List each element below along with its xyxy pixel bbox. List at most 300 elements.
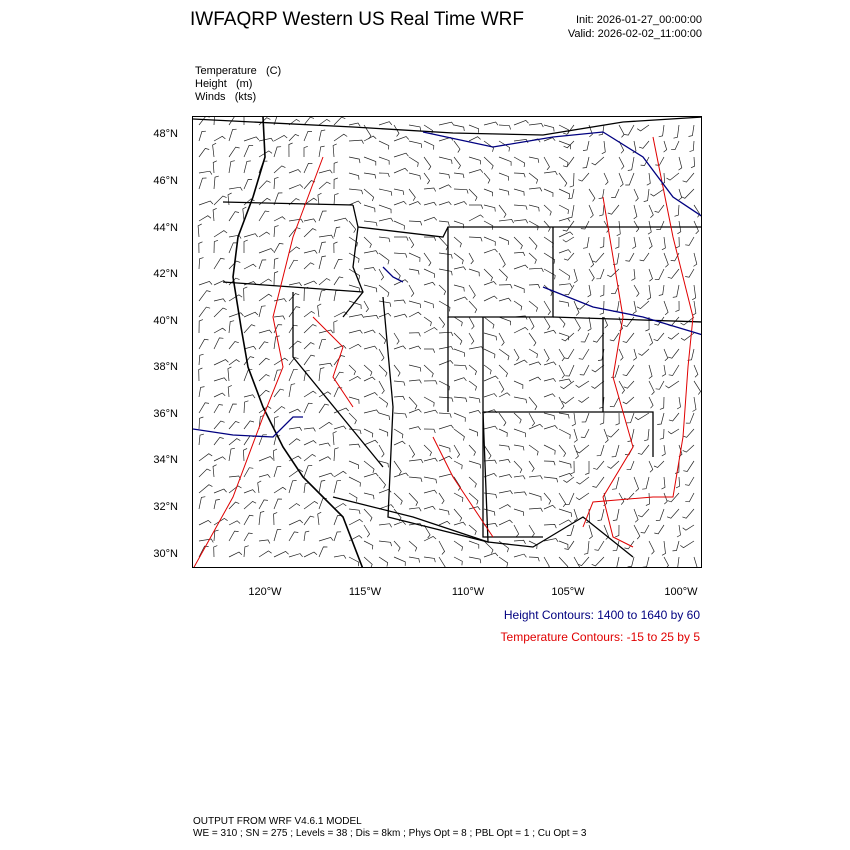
model-info — [193, 816, 586, 840]
wind-barb — [454, 349, 465, 357]
wind-barb — [454, 141, 460, 153]
wind-barb — [544, 379, 556, 382]
wind-barb — [469, 189, 477, 201]
border-wy — [448, 227, 553, 317]
wind-barb — [274, 299, 286, 302]
wind-barb — [659, 125, 664, 137]
wind-barbs — [198, 117, 700, 568]
wind-barb — [304, 483, 309, 493]
wind-barb — [289, 185, 303, 189]
wind-barb — [334, 504, 346, 510]
wind-barb — [439, 347, 453, 350]
wind-barb — [439, 361, 453, 365]
pacific-coast — [233, 117, 363, 568]
wind-barb — [499, 189, 509, 195]
wind-barb — [214, 546, 218, 557]
wind-barb — [319, 473, 334, 477]
wind-barb — [611, 189, 619, 198]
wind-barb — [259, 358, 270, 365]
wind-barb — [394, 221, 404, 230]
wind-barb — [214, 117, 218, 125]
wind-barb — [349, 376, 361, 381]
wind-barb — [424, 253, 431, 266]
wind-barb — [244, 346, 256, 349]
wind-barb — [607, 429, 619, 437]
wind-barb — [334, 290, 340, 301]
wind-barb — [439, 509, 449, 515]
wind-barb — [259, 260, 266, 269]
wind-barb — [244, 287, 248, 301]
wind-barb — [529, 188, 542, 192]
wind-barb — [439, 122, 454, 125]
wind-barb — [655, 157, 664, 165]
wind-barb — [454, 317, 462, 326]
wind-barb — [394, 541, 400, 551]
wind-barb — [439, 541, 445, 555]
wind-barb — [499, 393, 510, 397]
wind-barb — [409, 333, 420, 337]
wind-barb — [499, 475, 512, 478]
wind-barb — [274, 272, 278, 286]
wind-barb — [424, 157, 431, 170]
wind-barb — [676, 237, 680, 248]
wind-barb — [199, 520, 211, 525]
wind-barb — [319, 256, 326, 269]
wind-barb — [674, 125, 680, 138]
wind-barb — [454, 378, 466, 381]
wind-barb — [244, 533, 253, 541]
wind-barb — [544, 394, 555, 397]
wind-barb — [559, 173, 567, 187]
wind-barb — [514, 189, 524, 196]
wind-barb — [544, 221, 550, 232]
wind-barb — [199, 454, 212, 461]
wind-barb — [574, 317, 580, 331]
wind-barb — [439, 332, 453, 336]
wind-barb — [649, 333, 653, 346]
wind-barb — [469, 237, 482, 241]
wind-barb — [667, 173, 680, 180]
wind-barb — [364, 221, 377, 226]
wind-barb — [484, 122, 498, 125]
wind-barb — [349, 330, 362, 333]
wind-barb — [199, 216, 211, 221]
wind-barb — [454, 173, 464, 178]
wind-barb — [600, 413, 604, 424]
wind-barb — [565, 493, 574, 505]
wind-barb — [570, 173, 574, 187]
wind-barb — [499, 520, 513, 525]
wind-barb — [628, 557, 634, 567]
wind-barb — [319, 146, 325, 157]
wind-barb — [364, 268, 376, 272]
wind-barb — [334, 448, 339, 461]
wind-barb — [499, 317, 511, 325]
wind-barb — [424, 410, 438, 413]
wind-barb — [394, 522, 406, 525]
wind-barb — [514, 205, 527, 210]
wind-barb — [319, 363, 332, 366]
wind-barb — [334, 117, 345, 125]
wind-barb — [424, 173, 430, 184]
wind-barb — [424, 301, 433, 308]
wind-barb — [469, 215, 483, 221]
wind-barb — [214, 405, 223, 414]
wind-barb — [379, 157, 389, 165]
wind-barb — [364, 330, 375, 333]
wind-barb — [409, 541, 417, 551]
wind-barb — [304, 531, 309, 541]
wind-barb — [214, 338, 223, 349]
wind-barb — [529, 221, 538, 230]
wind-barb — [199, 497, 205, 509]
border-ca-nv — [293, 292, 383, 467]
height-contour — [383, 267, 403, 282]
model-config: WE = 310 ; SN = 275 ; Levels = 38 ; Dis = 8km ; Phys Opt = 8 ; PBL Opt = 1 ; Cu Opt = 3 — [193, 828, 587, 839]
wind-barb — [559, 250, 571, 253]
wind-barb — [439, 269, 452, 275]
wind-barb — [394, 333, 399, 344]
wind-barb — [623, 365, 634, 376]
wind-barb — [656, 509, 664, 520]
wind-barb — [614, 301, 620, 312]
wind-barb — [662, 541, 666, 555]
wind-barb — [616, 413, 620, 425]
border-co — [483, 317, 603, 412]
wind-barb — [364, 346, 377, 349]
wind-barb — [304, 131, 312, 141]
wind-barb — [259, 330, 272, 333]
wind-barb — [592, 157, 604, 165]
wind-barb — [244, 145, 253, 157]
wind-barb — [424, 317, 431, 326]
wind-barb — [214, 360, 228, 365]
map-canvas — [193, 117, 702, 568]
wind-barb — [199, 368, 203, 381]
wind-barb — [349, 123, 360, 126]
wind-barb — [304, 391, 316, 397]
wind-barb — [214, 196, 227, 205]
wind-barb — [214, 457, 226, 461]
wind-barb — [469, 317, 474, 329]
wind-barb — [424, 188, 436, 192]
wind-barb — [499, 205, 506, 218]
wind-barb — [199, 258, 204, 269]
wind-barb — [409, 237, 414, 248]
wind-barb — [379, 541, 392, 546]
wind-barb — [607, 269, 619, 277]
wind-barb — [499, 253, 505, 267]
wind-barb — [499, 491, 513, 494]
wind-barb — [364, 429, 373, 437]
wind-barb — [289, 219, 303, 223]
wind-barb — [559, 557, 568, 568]
wind-barb — [664, 301, 668, 315]
wind-barb — [334, 134, 347, 141]
wind-barb — [559, 365, 565, 378]
wind-barb — [424, 217, 437, 221]
wind-barb — [199, 117, 210, 125]
wind-barb — [244, 515, 253, 525]
wind-barb — [289, 307, 300, 317]
wind-barb — [244, 325, 255, 333]
wind-barb — [562, 397, 574, 403]
wind-barb — [439, 157, 452, 164]
wind-barb — [424, 269, 435, 278]
wind-barb — [642, 477, 649, 489]
wind-barb — [514, 220, 528, 224]
wind-barb — [559, 413, 569, 419]
wind-barb — [289, 143, 293, 157]
wind-barb — [439, 521, 450, 525]
wind-barb — [514, 461, 522, 473]
wind-barb — [274, 243, 283, 253]
wind-barb — [529, 285, 540, 289]
wind-barb — [424, 202, 436, 205]
wind-barb — [649, 269, 653, 281]
wind-barb — [304, 263, 314, 269]
wind-barb — [304, 311, 315, 317]
wind-barb — [683, 525, 694, 530]
wind-barb — [319, 130, 325, 141]
wind-barb — [319, 290, 325, 301]
wind-barb — [514, 120, 529, 125]
wind-barb — [394, 314, 407, 317]
wind-barb — [289, 504, 300, 510]
wind-barb — [529, 413, 535, 426]
wind-barb — [559, 397, 564, 409]
wind-barb — [469, 253, 473, 264]
wind-barb — [409, 557, 420, 563]
wind-barb — [319, 457, 331, 461]
wind-barb — [484, 394, 497, 397]
wind-barb — [612, 477, 619, 489]
wind-barb — [679, 157, 682, 170]
wind-barb — [228, 367, 232, 381]
border-wa-or — [223, 202, 353, 205]
wind-barb — [394, 153, 409, 157]
wind-barb — [469, 301, 477, 313]
wind-barb — [259, 500, 268, 509]
wind-barb — [681, 189, 694, 198]
wind-barb — [514, 265, 528, 269]
wind-barb — [394, 346, 406, 349]
wind-barb — [333, 431, 337, 445]
wind-barb — [289, 134, 299, 141]
wind-barb — [514, 540, 526, 544]
wind-barb — [589, 525, 592, 539]
border-id-east — [343, 205, 363, 317]
wind-barb — [529, 525, 534, 537]
wind-barb — [289, 439, 300, 445]
wind-barb — [619, 493, 624, 505]
wind-barb — [244, 264, 256, 269]
wind-barb — [199, 281, 212, 285]
wind-barb — [364, 461, 374, 473]
wind-barb — [454, 541, 463, 551]
wind-barb — [665, 381, 679, 388]
wind-barb — [439, 253, 452, 259]
wind-barb — [559, 461, 571, 468]
wind-barb — [409, 380, 421, 384]
wind-barb — [319, 340, 326, 350]
wind-barb — [199, 354, 204, 365]
lat-label: 46°N — [153, 175, 178, 187]
wind-barb — [424, 349, 435, 353]
wind-barb — [685, 493, 694, 502]
wind-barb — [634, 205, 637, 219]
wind-barb — [229, 360, 240, 365]
wind-barb — [274, 407, 285, 414]
wind-barb — [394, 237, 408, 241]
wind-barb — [610, 333, 619, 341]
wind-barb — [576, 493, 589, 500]
wind-barb — [529, 377, 541, 381]
wind-barb — [274, 551, 289, 557]
wind-barb — [529, 349, 538, 358]
wind-barb — [484, 317, 494, 329]
wind-barb — [593, 333, 604, 342]
wind-barb — [214, 489, 227, 493]
wind-barb — [409, 221, 422, 225]
wind-barb — [334, 516, 342, 526]
wind-barb — [544, 125, 554, 132]
wind-barb — [612, 445, 619, 457]
wind-barb — [229, 476, 241, 480]
wind-barb — [199, 242, 203, 253]
wind-barb — [379, 365, 387, 377]
wind-barb — [228, 193, 232, 205]
wind-barb — [694, 365, 698, 377]
wind-barb — [229, 342, 239, 350]
wind-barb — [572, 413, 576, 426]
wind-barb — [214, 299, 226, 302]
wind-barb — [634, 525, 640, 539]
wind-barb — [214, 499, 220, 509]
wind-barb — [424, 477, 437, 483]
wind-barb — [693, 397, 697, 412]
wind-barb — [662, 365, 666, 376]
wind-barb — [667, 509, 679, 518]
wind-barb — [289, 481, 297, 494]
wind-barb — [649, 397, 653, 408]
wind-barb — [199, 148, 209, 157]
wind-barb — [334, 277, 343, 285]
wind-barb — [199, 131, 206, 141]
wind-barb — [199, 417, 203, 429]
wind-barb — [662, 477, 666, 489]
wind-barb — [564, 541, 574, 550]
wind-barb — [619, 125, 624, 137]
wind-barb — [214, 393, 225, 397]
wind-barb — [499, 445, 510, 450]
wind-barb — [379, 205, 391, 213]
wind-barb — [499, 459, 510, 462]
wind-barb — [576, 477, 589, 484]
wind-barb — [349, 221, 356, 233]
model-version: OUTPUT FROM WRF V4.6.1 MODEL — [193, 816, 362, 827]
wind-barb — [637, 301, 649, 309]
wind-barb — [229, 321, 234, 333]
wind-barb — [318, 512, 322, 525]
wind-barb — [364, 285, 377, 292]
wind-barb — [379, 429, 388, 436]
wind-barb — [469, 557, 481, 563]
wind-barb — [656, 381, 664, 389]
wind-barb — [694, 253, 697, 266]
wind-barb — [409, 409, 421, 413]
wind-barb — [454, 522, 466, 525]
wind-barb — [304, 163, 312, 173]
wind-barb — [424, 557, 435, 562]
wind-barb — [244, 490, 255, 493]
wind-barb — [409, 285, 414, 297]
wind-barb — [243, 449, 247, 462]
wind-barb — [544, 157, 550, 170]
wind-barb — [529, 124, 543, 128]
wind-barb — [319, 368, 324, 381]
wind-barb — [409, 269, 419, 275]
wind-barb — [593, 461, 604, 469]
wind-barb — [229, 552, 242, 557]
wind-barb — [685, 269, 694, 277]
wind-barb — [564, 253, 574, 260]
wind-barb — [394, 429, 403, 438]
wind-barb — [633, 349, 636, 360]
wind-barb — [334, 218, 348, 221]
wind-barb — [529, 237, 537, 250]
wind-barb — [289, 283, 302, 286]
wind-barb — [424, 445, 432, 456]
wind-barb — [664, 141, 667, 152]
wind-barb — [274, 389, 284, 397]
wind-barb — [289, 520, 303, 525]
wind-barb — [544, 461, 555, 465]
wind-barb — [244, 180, 252, 190]
wind-barb — [334, 162, 338, 173]
wind-barb — [563, 157, 574, 167]
wind-barb — [529, 301, 538, 312]
wind-barb — [289, 294, 299, 302]
wind-barb — [559, 189, 570, 198]
wind-barb — [499, 541, 509, 552]
wind-barb — [409, 202, 421, 206]
wind-barb — [289, 260, 298, 269]
temperature-contour — [603, 197, 633, 547]
wind-barb — [469, 170, 483, 174]
temperature-contour — [193, 157, 323, 568]
wind-barb — [364, 157, 376, 166]
wind-barb — [623, 317, 634, 327]
wind-barb — [214, 378, 227, 381]
wind-barb — [244, 312, 258, 317]
wind-barb — [424, 141, 434, 150]
wind-barb — [213, 465, 217, 477]
wind-barb — [544, 505, 556, 509]
wind-barb — [334, 471, 346, 477]
wind-barb — [654, 461, 664, 468]
wind-barb — [379, 269, 384, 280]
wind-barb — [274, 417, 279, 430]
wind-barb — [514, 301, 522, 310]
wind-barb — [671, 141, 679, 150]
wind-barb — [599, 125, 604, 135]
wind-barb — [529, 173, 538, 184]
wind-barb — [274, 316, 285, 320]
temperature-contour-legend: Temperature Contours: -15 to 25 by 5 — [500, 630, 700, 644]
wind-barb — [499, 349, 509, 360]
wind-barb — [229, 161, 235, 173]
